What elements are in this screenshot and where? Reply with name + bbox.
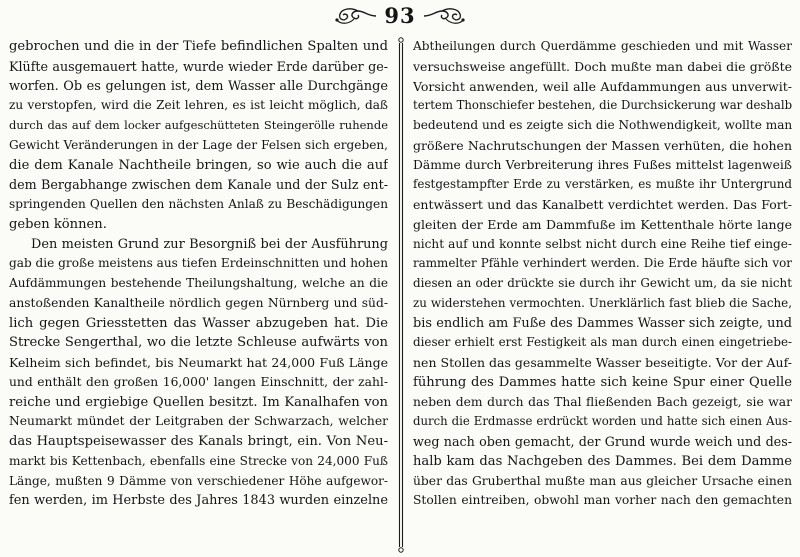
text-line: gebrochen und die in der Tiefe befindlichen Spalten und — [9, 39, 388, 54]
text-line: Klüfte ausgemauert hatte, wurde wieder Erde darüber ge- — [9, 58, 388, 74]
text-line: dem Bergabhange zwischen dem Kanale und der Sulz ent- — [9, 177, 388, 193]
text-line: nen Stollen das gesammelte Wasser beseitigte. Vor der Auf- — [413, 355, 792, 370]
text-line: dieser erhielt erst Festigkeit als man durch einen eingetriebe- — [413, 335, 792, 350]
text-line: gleiten der Erde am Dammfuße im Kettenthale hörte lange — [413, 216, 792, 232]
text-line: und enthält den großen 16,000' langen Einschnitt, der zahl- — [9, 374, 388, 389]
text-line: reiche und ergiebige Quellen besitzt. Im Kanalhafen von — [9, 394, 388, 410]
text-line: fen werden, im Herbste des Jahres 1843 wurden einzelne — [9, 493, 388, 509]
text-line: Aufdämmungen bestehende Theilungshaltung, welche an die — [9, 276, 388, 290]
text-line: zu verstopfen, wird die Zeit lehren, es ist leicht möglich, daß — [9, 98, 388, 113]
text-line: Gewicht Veränderungen in der Lage der Felsen sich ergeben, — [9, 137, 388, 152]
text-line: worfen. Ob es gelungen ist, dem Wasser alle Durchgänge — [9, 78, 388, 94]
text-line: durch das auf dem locker aufgeschütteten Steingerölle ruhende — [9, 118, 388, 132]
text-line: entwässert und das Kanalbett verdichtet werden. Das Fort- — [413, 197, 792, 212]
text-line: rammelter Pfähle verhindert werden. Die Erde häufte sich vor — [413, 256, 792, 271]
text-line: führung des Dammes hatte sich keine Spur einer Quelle — [413, 374, 792, 390]
text-line: Abtheilungen durch Querdämme geschieden und mit Wasser — [413, 39, 792, 53]
column-divider-ornament — [395, 36, 407, 554]
paragraph-end-line: geben können. — [9, 216, 107, 232]
text-line: versuchsweise angefüllt. Doch mußte man dabei die größte — [413, 58, 792, 74]
text-line: markt bis Kettenbach, ebenfalls eine Strecke von 24,000 Fuß — [9, 453, 388, 468]
page-number: 93 — [384, 3, 416, 28]
text-line: das Hauptspeisewasser des Kanals bringt, ein. Von Neu- — [9, 434, 388, 449]
text-line: Neumarkt mündet der Leitgraben der Schwarzach, welcher — [9, 414, 388, 429]
text-line: bedeutend und es zeigte sich die Nothwendigkeit, wollte man — [413, 118, 792, 132]
text-line: halb kam das Nachgeben des Dammes. Bei dem Damme — [413, 453, 792, 469]
text-line: Vorsicht anwenden, weil alle Aufdammungen aus unverwit- — [413, 78, 792, 94]
text-line: gab die große meistens aus tiefen Erdeinschnitten und hohen — [9, 256, 388, 271]
text-line: Länge, mußten 9 Dämme von verschiedener Höhe aufgewor- — [9, 473, 388, 488]
scroll-flourish-left-icon — [334, 5, 378, 27]
scroll-flourish-right-icon — [422, 5, 466, 27]
text-line: Kelheim sich befindet, bis Neumarkt hat 24,000 Fuß Länge — [9, 355, 388, 370]
text-line: größere Nachrutschungen der Massen verhüten, die hohen — [413, 137, 792, 153]
text-line: anstoßenden Kanaltheile nördlich gegen Nürnberg und süd- — [9, 295, 388, 310]
text-line: diesen an oder drückte sie durch ihr Gewicht um, da sie nicht — [413, 276, 792, 290]
text-line: die dem Kanale Nachtheile bringen, so wie auch die auf — [9, 157, 388, 173]
right-text-column — [413, 37, 792, 553]
text-line: weg nach oben gemacht, der Grund wurde weich und des- — [413, 434, 792, 449]
left-text-column — [9, 37, 388, 553]
text-line: neben dem durch das Thal fließenden Bach gezeigt, sie war — [413, 394, 792, 409]
text-line: festgestampfter Erde zu verstärken, es mußte ihr Untergrund — [413, 177, 792, 192]
text-line: springenden Quellen den nächsten Anlaß zu Beschädigungen — [9, 197, 388, 211]
text-line: Strecke Sengerthal, wo die letzte Schleuse aufwärts von — [9, 335, 388, 351]
text-line: bis endlich am Fuße des Dammes Wasser sich zeigte, und — [413, 315, 792, 331]
text-line: lich gegen Griesstetten das Wasser abzugeben hat. Die — [9, 315, 388, 331]
text-line: zu widerstehen vermochten. Unerklärlich fast blieb die Sache, — [413, 295, 792, 310]
text-line: durch die Erdmasse erdrückt worden und hatte sich einen Aus- — [413, 414, 792, 429]
text-line: über das Gruberthal mußte man aus gleicher Ursache einen — [413, 473, 792, 488]
text-line: Stollen eintreiben, obwohl man vorher nach den gemachten — [413, 493, 792, 508]
text-line: nicht auf und konnte selbst nicht durch eine Reihe tief einge- — [413, 236, 792, 251]
paragraph-start-line: Den meisten Grund zur Besorgniß bei der Ausführung — [31, 236, 388, 252]
text-line: tertem Thonschiefer bestehen, die Durchsickerung war deshalb — [413, 98, 792, 113]
text-line: Dämme durch Verbreiterung ihres Fußes mittelst lagenweiß — [413, 157, 792, 172]
page-header — [0, 0, 800, 32]
